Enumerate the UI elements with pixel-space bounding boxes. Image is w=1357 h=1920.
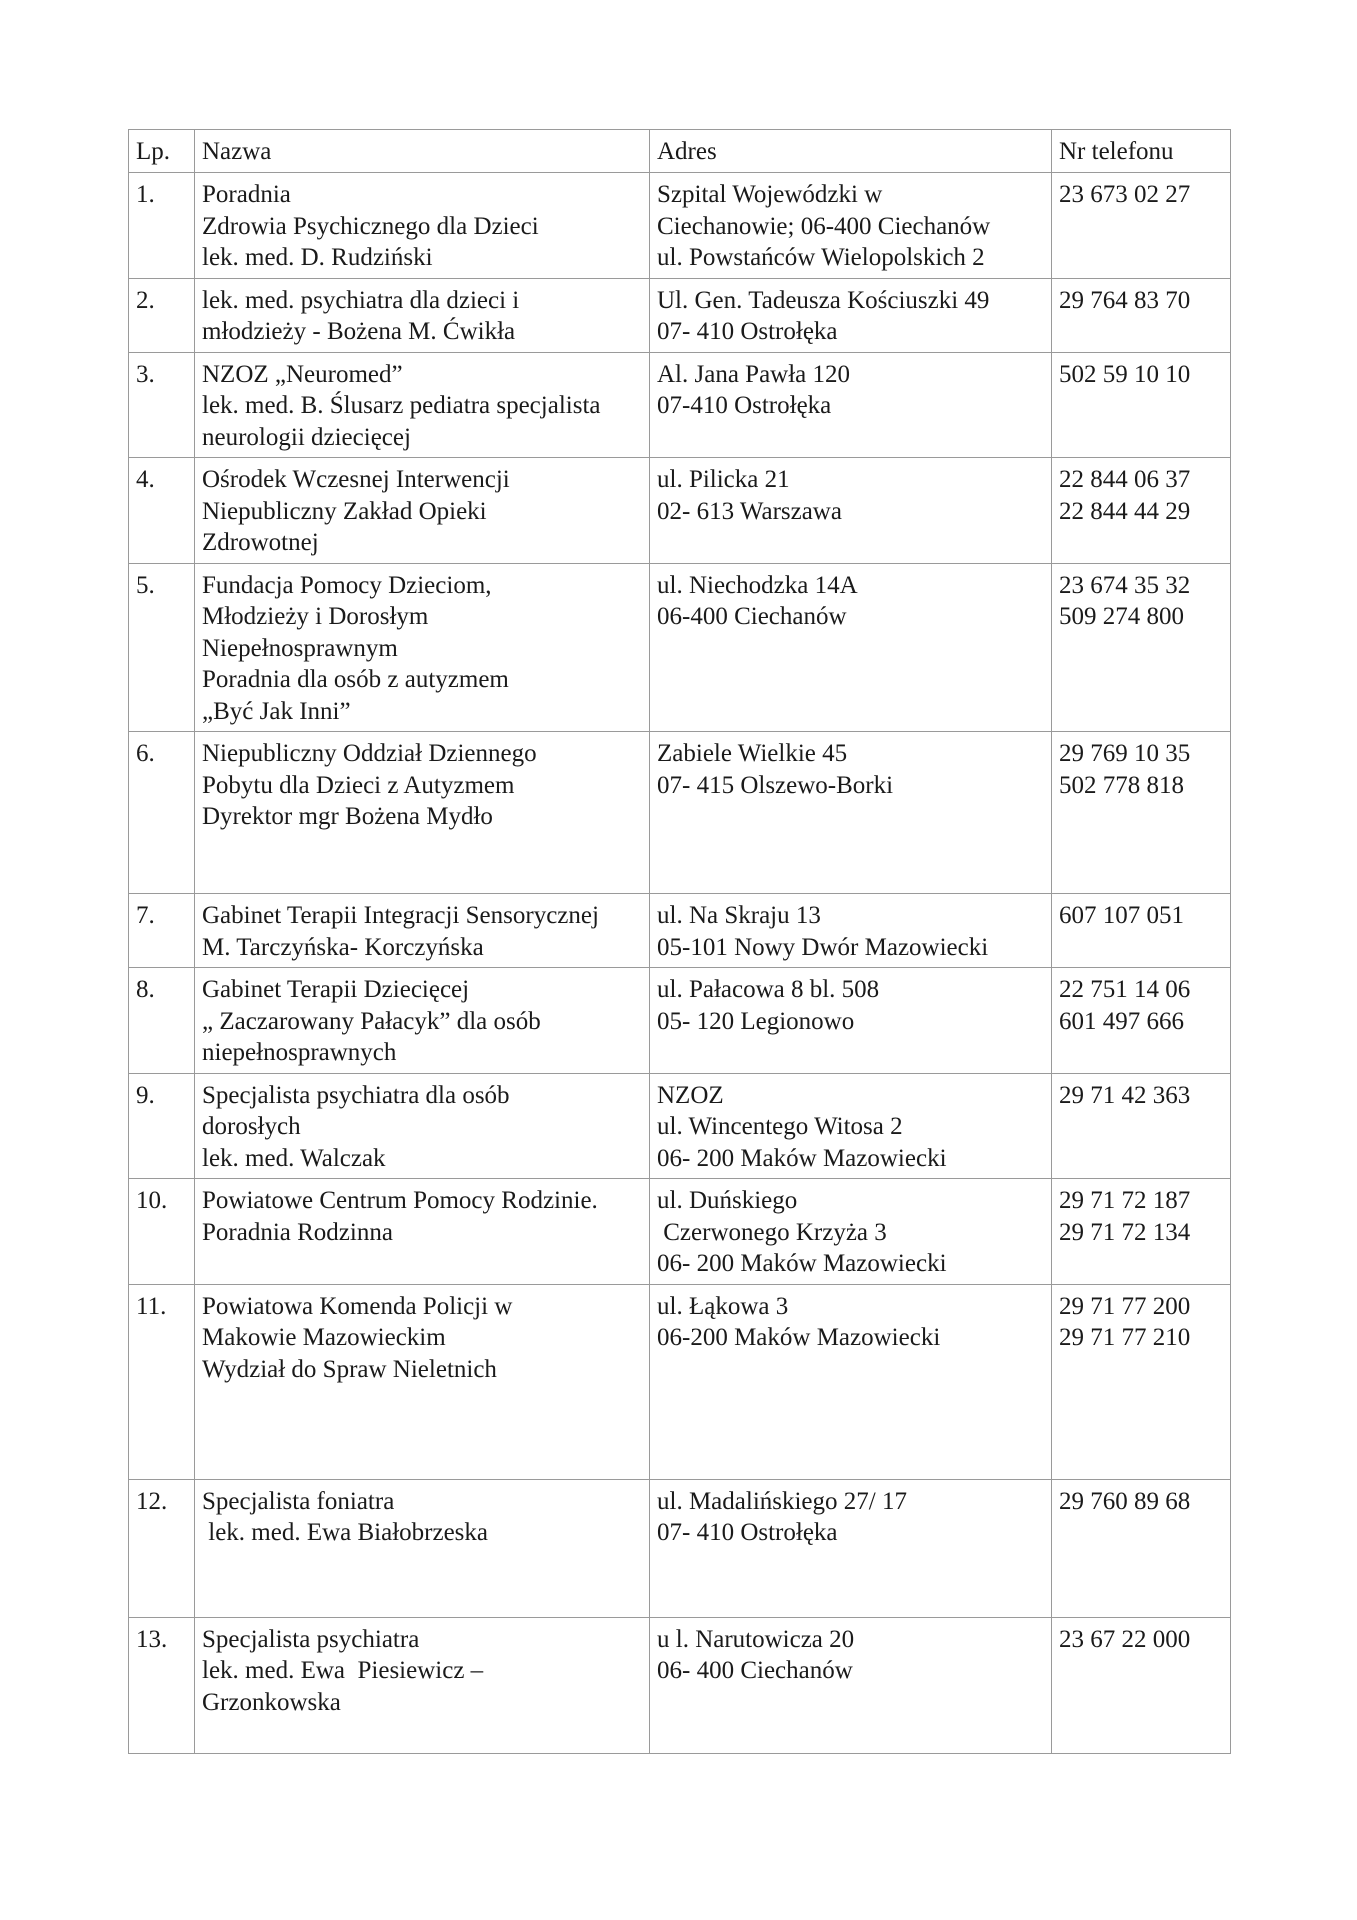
phone-cell xyxy=(1052,968,1231,1074)
address-cell xyxy=(650,563,1052,732)
name-line: „ Zaczarowany Pałacyk” dla osób xyxy=(202,1007,541,1035)
name-cell xyxy=(195,352,650,458)
address-cell xyxy=(650,732,1052,894)
name-line: Gabinet Terapii Integracji Sensorycznej xyxy=(202,902,599,929)
name-cell xyxy=(195,894,650,968)
address-line: 05-101 Nowy Dwór Mazowiecki xyxy=(657,933,989,961)
table-row xyxy=(129,563,1231,732)
phone-line: 509 274 800 xyxy=(1059,603,1184,630)
address-cell xyxy=(650,968,1052,1074)
row-number-line: 10. xyxy=(136,1187,168,1214)
address-line: 07- 410 Ostrołęka xyxy=(657,318,838,345)
row-number xyxy=(129,458,195,564)
table-row xyxy=(129,1073,1231,1179)
address-line: Al. Jana Pawła 120 xyxy=(657,360,851,388)
phone-line: 29 71 72 187 xyxy=(1059,1187,1191,1214)
name-line: Poradnia Rodzinna xyxy=(202,1218,393,1246)
name-line: dorosłych xyxy=(202,1113,301,1140)
name-line: lek. med. B. Ślusarz pediatra specjalista xyxy=(202,392,601,419)
row-number-line: 9. xyxy=(136,1081,155,1109)
name-line: Niepubliczny Oddział Dziennego xyxy=(202,740,537,767)
name-line: lek. med. D. Rudziński xyxy=(202,244,433,271)
row-number xyxy=(129,1179,195,1285)
row-number-line: 3. xyxy=(136,360,155,388)
table-row xyxy=(129,1617,1231,1753)
name-cell xyxy=(195,563,650,732)
name-line: Makowie Mazowieckim xyxy=(202,1324,446,1351)
name-cell xyxy=(195,278,650,352)
phone-line: 23 673 02 27 xyxy=(1059,181,1191,208)
row-number xyxy=(129,352,195,458)
table-row xyxy=(129,1479,1231,1617)
phone-cell xyxy=(1052,1073,1231,1179)
phone-line: 22 844 06 37 xyxy=(1059,466,1191,493)
address-line: ul. Łąkowa 3 xyxy=(657,1292,789,1320)
phone-cell xyxy=(1052,173,1231,279)
name-line: Specjalista psychiatra dla osób xyxy=(202,1081,510,1109)
address-line: 06- 400 Ciechanów xyxy=(657,1657,853,1684)
phone-cell xyxy=(1052,1284,1231,1479)
name-line: Specjalista foniatra xyxy=(202,1487,395,1515)
address-line: Zabiele Wielkie 45 xyxy=(657,740,848,767)
table-row xyxy=(129,173,1231,279)
name-line: NZOZ „Neuromed” xyxy=(202,360,403,388)
name-cell xyxy=(195,968,650,1074)
phone-line: 22 751 14 06 xyxy=(1059,976,1191,1003)
row-number xyxy=(129,173,195,279)
name-line: Poradnia xyxy=(202,181,291,208)
name-line: Gabinet Terapii Dziecięcej xyxy=(202,976,470,1003)
row-number xyxy=(129,732,195,894)
address-cell xyxy=(650,458,1052,564)
name-line: Specjalista psychiatra xyxy=(202,1625,420,1653)
address-line: 07- 410 Ostrołęka xyxy=(657,1519,838,1546)
phone-line: 23 674 35 32 xyxy=(1059,571,1191,599)
header-address: Adres xyxy=(650,130,1052,173)
name-line: „Być Jak Inni” xyxy=(202,697,351,725)
name-line: młodzieży - Bożena M. Ćwikła xyxy=(202,318,516,345)
table-body xyxy=(129,130,1231,1754)
phone-line: 29 71 72 134 xyxy=(1059,1218,1191,1246)
address-line: Czerwonego Krzyża 3 xyxy=(657,1218,887,1246)
table-row xyxy=(129,1179,1231,1285)
name-line: lek. med. psychiatra dla dzieci i xyxy=(202,286,520,314)
name-cell xyxy=(195,1284,650,1479)
table-row xyxy=(129,352,1231,458)
phone-line: 502 778 818 xyxy=(1059,771,1184,799)
name-line: Wydział do Spraw Nieletnich xyxy=(202,1355,497,1383)
address-cell xyxy=(650,278,1052,352)
header-phone: Nr telefonu xyxy=(1052,130,1231,173)
table-row xyxy=(129,458,1231,564)
address-line: u l. Narutowicza 20 xyxy=(657,1625,855,1653)
phone-line: 23 67 22 000 xyxy=(1059,1625,1191,1653)
phone-line: 502 59 10 10 xyxy=(1059,360,1191,388)
phone-line: 607 107 051 xyxy=(1059,902,1184,929)
row-number xyxy=(129,1479,195,1617)
name-cell xyxy=(195,173,650,279)
row-number xyxy=(129,894,195,968)
row-number-line: 13. xyxy=(136,1625,168,1653)
phone-cell xyxy=(1052,458,1231,564)
address-line: NZOZ xyxy=(657,1081,724,1109)
address-line: 06- 200 Maków Mazowiecki xyxy=(657,1250,947,1277)
name-cell xyxy=(195,1179,650,1285)
address-cell xyxy=(650,1617,1052,1753)
phone-cell xyxy=(1052,563,1231,732)
name-line: Zdrowotnej xyxy=(202,529,319,556)
header-name: Nazwa xyxy=(195,130,650,173)
address-line: ul. Duńskiego xyxy=(657,1187,798,1214)
row-number-line: 2. xyxy=(136,286,155,314)
phone-line: 601 497 666 xyxy=(1059,1007,1184,1035)
name-line: Młodzieży i Dorosłym xyxy=(202,603,429,630)
address-line: 06-400 Ciechanów xyxy=(657,603,847,630)
name-line: Powiatowe Centrum Pomocy Rodzinie. xyxy=(202,1187,598,1214)
row-number xyxy=(129,1073,195,1179)
row-number-line: 12. xyxy=(136,1487,168,1515)
phone-cell xyxy=(1052,278,1231,352)
address-line: ul. Niechodzka 14A xyxy=(657,571,858,599)
address-line: ul. Na Skraju 13 xyxy=(657,902,821,929)
row-number xyxy=(129,968,195,1074)
address-line: ul. Pilicka 21 xyxy=(657,466,790,493)
address-line: ul. Powstańców Wielopolskich 2 xyxy=(657,244,985,271)
address-cell xyxy=(650,1179,1052,1285)
name-line: Zdrowia Psychicznego dla Dzieci xyxy=(202,212,539,240)
row-number xyxy=(129,1284,195,1479)
row-number-line: 4. xyxy=(136,466,155,493)
name-cell xyxy=(195,458,650,564)
phone-line: 29 71 77 210 xyxy=(1059,1324,1191,1351)
name-cell xyxy=(195,1617,650,1753)
address-line: 05- 120 Legionowo xyxy=(657,1007,855,1035)
phone-cell xyxy=(1052,352,1231,458)
phone-cell xyxy=(1052,732,1231,894)
name-cell xyxy=(195,1479,650,1617)
name-line: Powiatowa Komenda Policji w xyxy=(202,1292,513,1320)
row-number-line: 11. xyxy=(136,1292,167,1320)
contact-directory-table xyxy=(128,129,1231,1754)
name-line: Niepubliczny Zakład Opieki xyxy=(202,497,487,525)
phone-cell xyxy=(1052,1479,1231,1617)
address-line: 06- 200 Maków Mazowiecki xyxy=(657,1144,947,1172)
name-cell xyxy=(195,1073,650,1179)
name-cell xyxy=(195,732,650,894)
table-row xyxy=(129,968,1231,1074)
name-line: Dyrektor mgr Bożena Mydło xyxy=(202,803,493,830)
phone-line: 29 769 10 35 xyxy=(1059,740,1191,767)
row-number xyxy=(129,1617,195,1753)
phone-line: 29 764 83 70 xyxy=(1059,286,1191,314)
row-number-line: 5. xyxy=(136,571,155,599)
name-line: Ośrodek Wczesnej Interwencji xyxy=(202,466,510,493)
row-number-line: 6. xyxy=(136,740,155,767)
address-line: 07- 415 Olszewo-Borki xyxy=(657,771,894,799)
phone-line: 29 760 89 68 xyxy=(1059,1487,1191,1515)
row-number-line: 8. xyxy=(136,976,155,1003)
name-line: lek. med. Ewa Białobrzeska xyxy=(202,1519,489,1546)
phone-cell xyxy=(1052,894,1231,968)
address-line: 06-200 Maków Mazowiecki xyxy=(657,1324,941,1351)
address-line: 02- 613 Warszawa xyxy=(657,497,842,525)
phone-cell xyxy=(1052,1617,1231,1753)
name-line: Grzonkowska xyxy=(202,1688,341,1716)
header-lp: Lp. xyxy=(129,130,195,173)
address-line: ul. Wincentego Witosa 2 xyxy=(657,1113,903,1140)
name-line: niepełnosprawnych xyxy=(202,1039,397,1066)
address-cell xyxy=(650,1073,1052,1179)
table-row xyxy=(129,278,1231,352)
phone-line: 22 844 44 29 xyxy=(1059,497,1191,525)
phone-line: 29 71 42 363 xyxy=(1059,1081,1191,1109)
address-line: 07-410 Ostrołęka xyxy=(657,392,832,419)
name-line: lek. med. Walczak xyxy=(202,1144,386,1172)
name-line: neurologii dziecięcej xyxy=(202,423,411,451)
name-line: lek. med. Ewa Piesiewicz – xyxy=(202,1657,484,1684)
address-line: Ciechanowie; 06-400 Ciechanów xyxy=(657,212,991,240)
name-line: Fundacja Pomocy Dzieciom, xyxy=(202,571,492,599)
phone-line: 29 71 77 200 xyxy=(1059,1292,1191,1320)
row-number xyxy=(129,278,195,352)
address-line: ul. Madalińskiego 27/ 17 xyxy=(657,1487,907,1515)
table-row xyxy=(129,732,1231,894)
address-cell xyxy=(650,173,1052,279)
table-row xyxy=(129,1284,1231,1479)
name-line: M. Tarczyńska- Korczyńska xyxy=(202,933,484,961)
address-cell xyxy=(650,894,1052,968)
name-line: Niepełnosprawnym xyxy=(202,634,398,662)
row-number-line: 1. xyxy=(136,181,155,208)
table-header-row xyxy=(129,130,1231,173)
row-number xyxy=(129,563,195,732)
address-line: Szpital Wojewódzki w xyxy=(657,181,883,208)
address-line: ul. Pałacowa 8 bl. 508 xyxy=(657,976,880,1003)
name-line: Poradnia dla osób z autyzmem xyxy=(202,666,509,693)
phone-cell xyxy=(1052,1179,1231,1285)
table-row xyxy=(129,894,1231,968)
address-cell xyxy=(650,1284,1052,1479)
address-cell xyxy=(650,1479,1052,1617)
address-line: Ul. Gen. Tadeusza Kościuszki 49 xyxy=(657,286,990,314)
row-number-line: 7. xyxy=(136,902,155,929)
name-line: Pobytu dla Dzieci z Autyzmem xyxy=(202,771,515,799)
address-cell xyxy=(650,352,1052,458)
